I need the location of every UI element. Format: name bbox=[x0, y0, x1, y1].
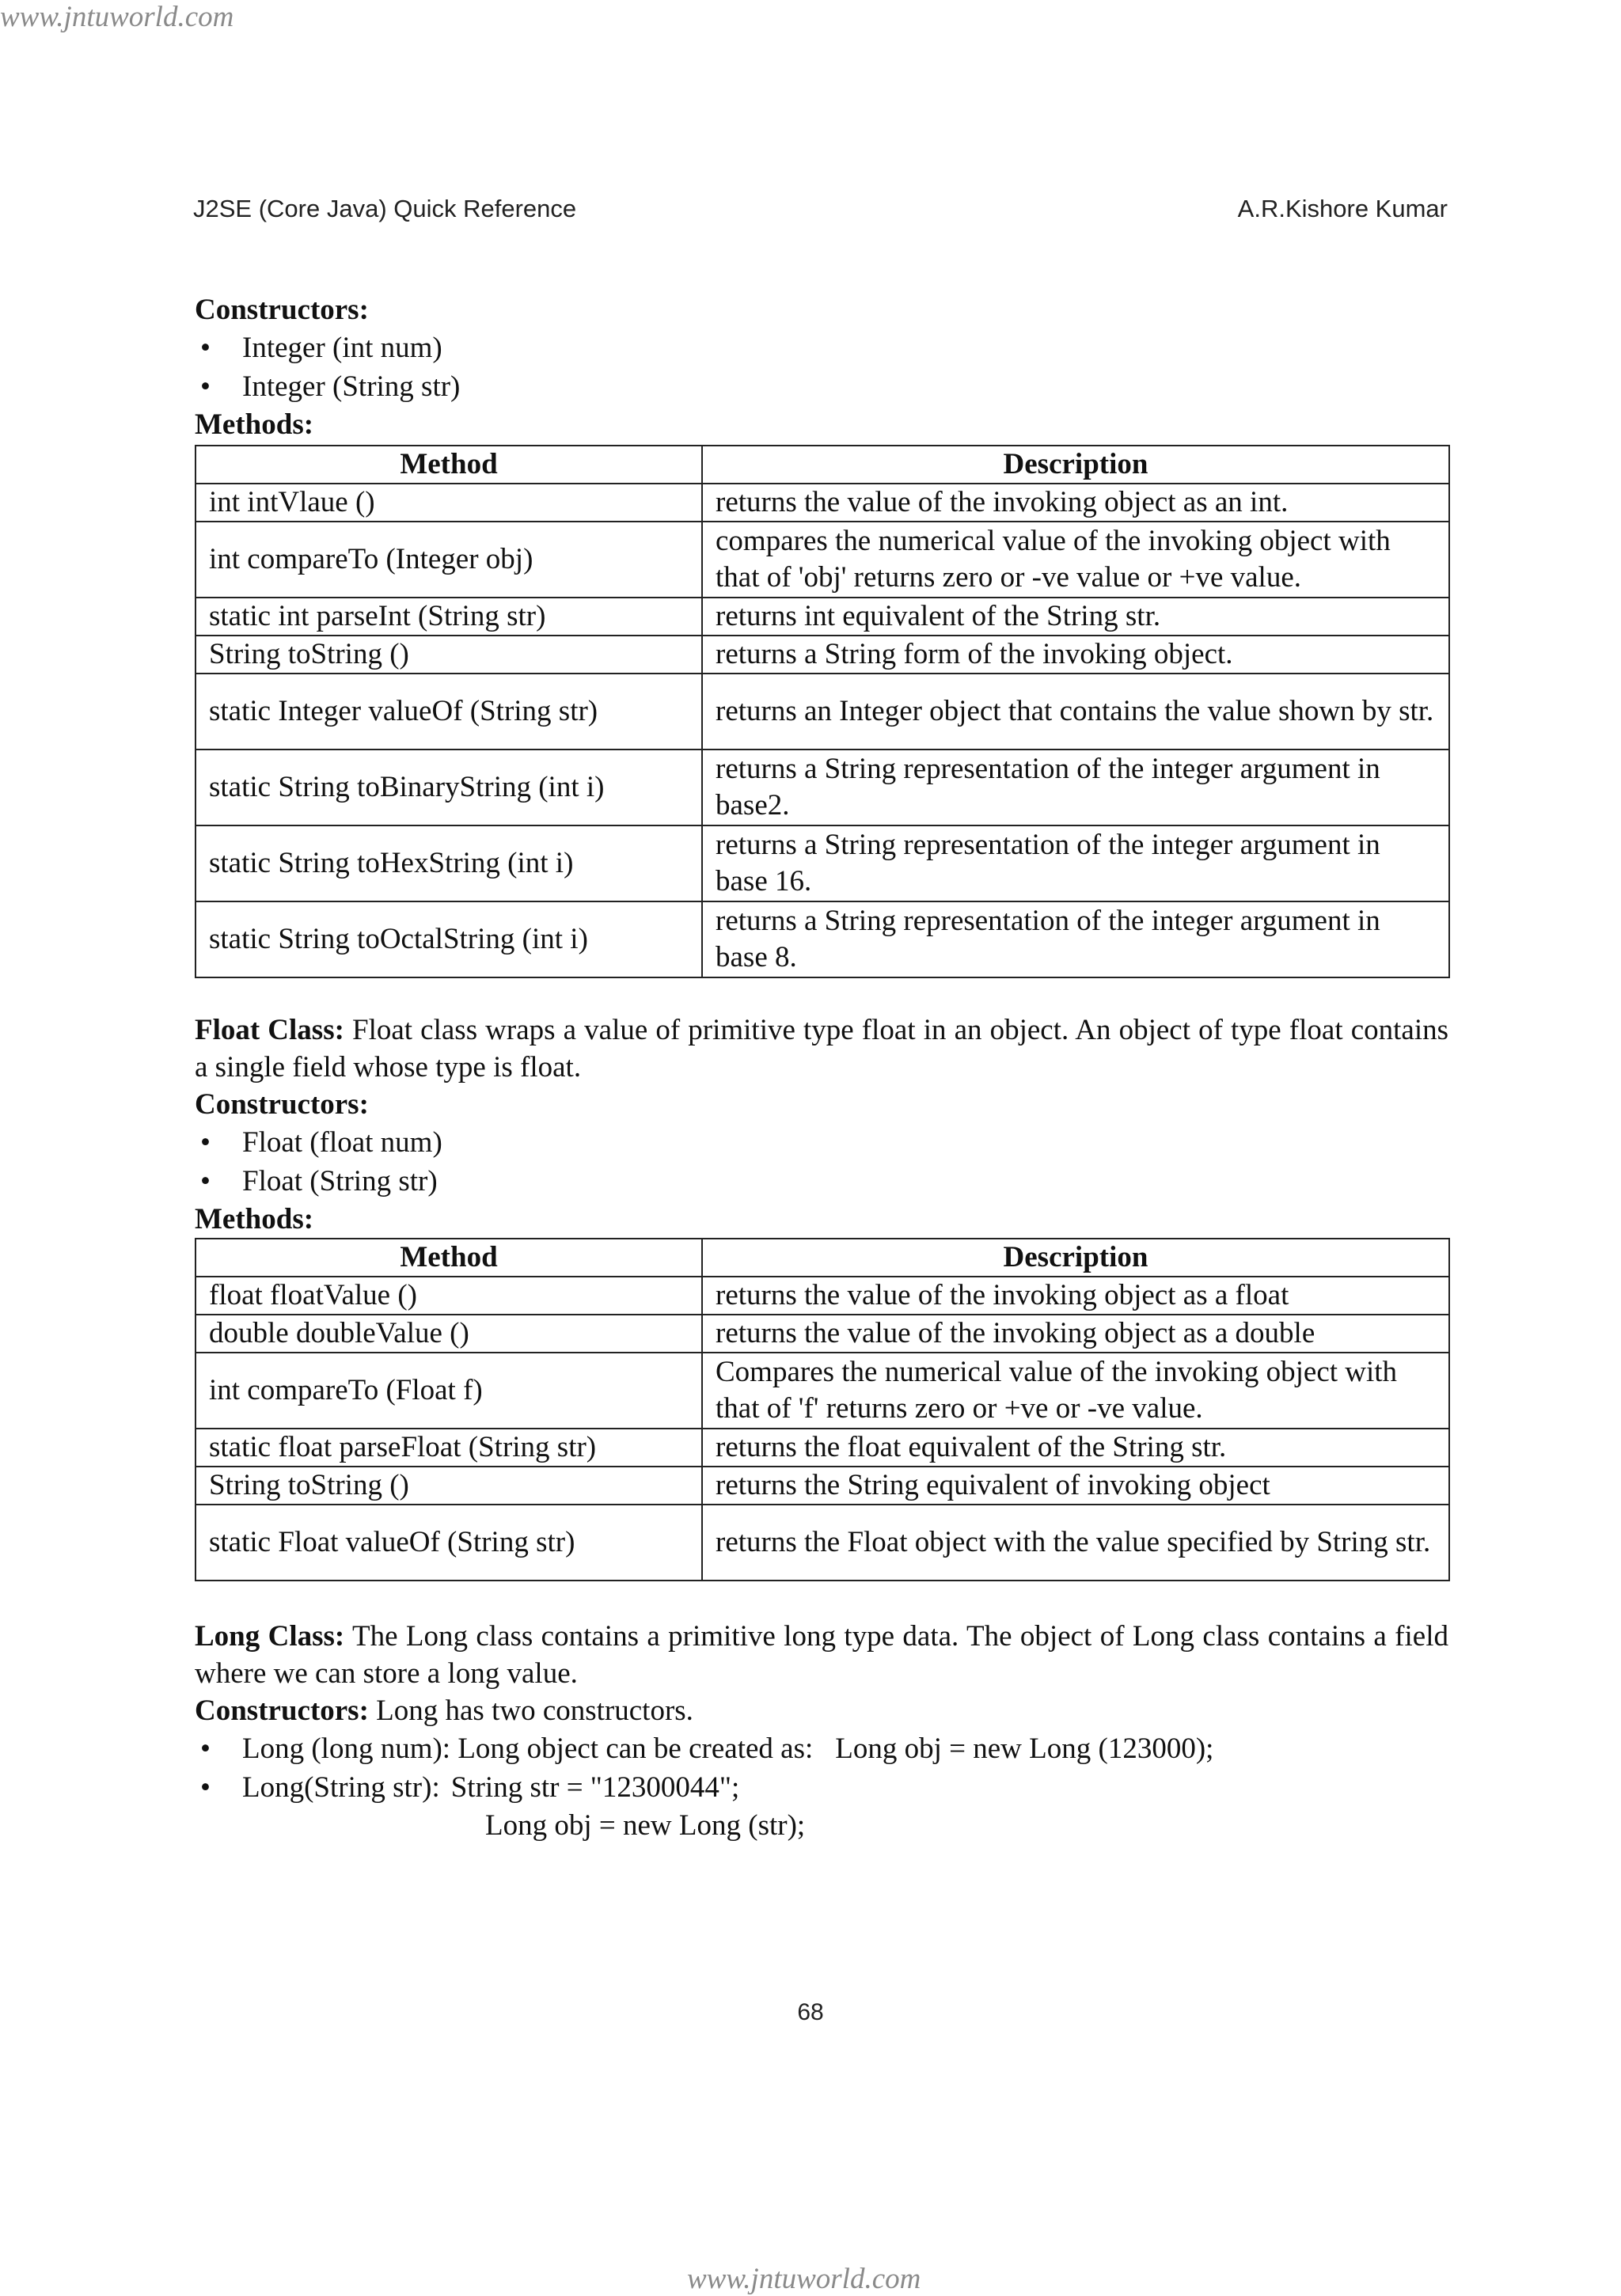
description-cell: returns a String representation of the integer argument in base 8. bbox=[702, 901, 1449, 977]
column-header-description: Description bbox=[702, 446, 1449, 484]
constructor-text: Float (float num) bbox=[242, 1126, 442, 1159]
constructor-code: String str = "12300044"; bbox=[450, 1771, 740, 1804]
constructor-text: Integer (int num) bbox=[242, 332, 442, 364]
watermark-top: www.jntuworld.com bbox=[0, 1, 234, 33]
method-cell: static Integer valueOf (String str) bbox=[196, 674, 702, 750]
column-header-description: Description bbox=[702, 1239, 1449, 1277]
bullet-icon: • bbox=[200, 370, 211, 403]
method-cell: int intVlaue () bbox=[196, 484, 702, 522]
constructor-text: Long (long num): Long object can be created as: bbox=[242, 1732, 814, 1765]
bullet-icon: • bbox=[200, 332, 211, 364]
page-number: 68 bbox=[797, 1999, 824, 2025]
float-constructors-heading: Constructors: bbox=[195, 1088, 369, 1121]
method-cell: static int parseInt (String str) bbox=[196, 598, 702, 636]
running-header-title: J2SE (Core Java) Quick Reference bbox=[193, 195, 577, 222]
float-intro-paragraph bbox=[195, 1011, 1448, 1086]
integer-section bbox=[195, 291, 1448, 978]
long-constructors-line bbox=[195, 1692, 1448, 1729]
table-row bbox=[196, 484, 1449, 522]
method-cell: int compareTo (Float f) bbox=[196, 1353, 702, 1429]
column-header-method: Method bbox=[196, 1239, 702, 1277]
float-constructors-list bbox=[195, 1123, 1448, 1201]
method-cell: static String toHexString (int i) bbox=[196, 825, 702, 901]
description-cell: returns int equivalent of the String str. bbox=[702, 598, 1449, 636]
table-row bbox=[196, 901, 1449, 977]
float-methods-heading: Methods: bbox=[195, 1203, 314, 1235]
method-cell: String toString () bbox=[196, 636, 702, 674]
method-cell: int compareTo (Integer obj) bbox=[196, 522, 702, 598]
constructor-code-line: Long obj = new Long (str); bbox=[485, 1809, 806, 1842]
integer-constructors-list bbox=[195, 328, 1448, 406]
table-header-row bbox=[196, 446, 1449, 484]
description-cell: returns the String equivalent of invoking object bbox=[702, 1467, 1449, 1505]
description-cell: returns the value of the invoking object as a float bbox=[702, 1277, 1449, 1315]
table-row bbox=[196, 636, 1449, 674]
long-constructors-text: Long has two constructors. bbox=[376, 1694, 693, 1727]
table-row bbox=[196, 825, 1449, 901]
float-methods-table bbox=[195, 1238, 1450, 1581]
method-cell: float floatValue () bbox=[196, 1277, 702, 1315]
method-cell: double doubleValue () bbox=[196, 1315, 702, 1353]
description-cell: compares the numerical value of the invoking object with that of 'obj' returns zero or -ve value or +ve value. bbox=[702, 522, 1449, 598]
table-row bbox=[196, 1505, 1449, 1581]
table-row bbox=[196, 1353, 1449, 1429]
table-row bbox=[196, 1429, 1449, 1467]
constructor-text: Long(String str): bbox=[242, 1771, 440, 1804]
description-cell: returns a String representation of the integer argument in base2. bbox=[702, 750, 1449, 825]
table-row bbox=[196, 1277, 1449, 1315]
list-item bbox=[195, 328, 1448, 367]
bullet-icon: • bbox=[200, 1732, 211, 1765]
list-item bbox=[195, 1123, 1448, 1162]
table-row bbox=[196, 1467, 1449, 1505]
list-item bbox=[195, 367, 1448, 406]
float-intro-text: Float class wraps a value of primitive type float in an object. An object of type float contains a single field whose type is float. bbox=[195, 1014, 1448, 1083]
description-cell: returns the float equivalent of the String str. bbox=[702, 1429, 1449, 1467]
integer-constructors-heading: Constructors: bbox=[195, 294, 369, 326]
list-item bbox=[195, 1162, 1448, 1201]
long-intro-text: The Long class contains a primitive long type data. The object of Long class contains a field where we can store a long value. bbox=[195, 1620, 1448, 1690]
float-section bbox=[195, 1011, 1448, 1581]
description-cell: returns the value of the invoking object as a double bbox=[702, 1315, 1449, 1353]
method-cell: static Float valueOf (String str) bbox=[196, 1505, 702, 1581]
table-row bbox=[196, 1315, 1449, 1353]
table-row bbox=[196, 750, 1449, 825]
constructor-code: Long obj = new Long (123000); bbox=[835, 1732, 1214, 1765]
list-item bbox=[195, 1768, 1448, 1807]
description-cell: Compares the numerical value of the invoking object with that of 'f' returns zero or +ve or -ve value. bbox=[702, 1353, 1449, 1429]
long-intro-paragraph bbox=[195, 1618, 1448, 1692]
integer-methods-heading: Methods: bbox=[195, 408, 314, 441]
column-header-method: Method bbox=[196, 446, 702, 484]
list-item bbox=[195, 1729, 1448, 1768]
method-cell: static String toOctalString (int i) bbox=[196, 901, 702, 977]
long-class-title: Long Class: bbox=[195, 1620, 345, 1653]
table-header-row bbox=[196, 1239, 1449, 1277]
long-constructors-list bbox=[195, 1729, 1448, 1807]
method-cell: static String toBinaryString (int i) bbox=[196, 750, 702, 825]
bullet-icon: • bbox=[200, 1126, 211, 1159]
table-row bbox=[196, 522, 1449, 598]
table-row bbox=[196, 598, 1449, 636]
long-constructors-heading: Constructors: bbox=[195, 1694, 369, 1727]
method-cell: String toString () bbox=[196, 1467, 702, 1505]
method-cell: static float parseFloat (String str) bbox=[196, 1429, 702, 1467]
bullet-icon: • bbox=[200, 1165, 211, 1197]
description-cell: returns the value of the invoking object as an int. bbox=[702, 484, 1449, 522]
constructor-text: Integer (String str) bbox=[242, 370, 461, 403]
description-cell: returns an Integer object that contains the value shown by str. bbox=[702, 674, 1449, 750]
table-row bbox=[196, 674, 1449, 750]
description-cell: returns a String representation of the integer argument in base 16. bbox=[702, 825, 1449, 901]
watermark-bottom: www.jntuworld.com bbox=[687, 2263, 921, 2295]
description-cell: returns a String form of the invoking object. bbox=[702, 636, 1449, 674]
description-cell: returns the Float object with the value specified by String str. bbox=[702, 1505, 1449, 1581]
float-class-title: Float Class: bbox=[195, 1014, 344, 1046]
running-header-author: A.R.Kishore Kumar bbox=[1237, 195, 1448, 222]
long-section bbox=[195, 1618, 1448, 1844]
bullet-icon: • bbox=[200, 1771, 211, 1804]
integer-methods-table bbox=[195, 445, 1450, 978]
constructor-text: Float (String str) bbox=[242, 1165, 438, 1197]
